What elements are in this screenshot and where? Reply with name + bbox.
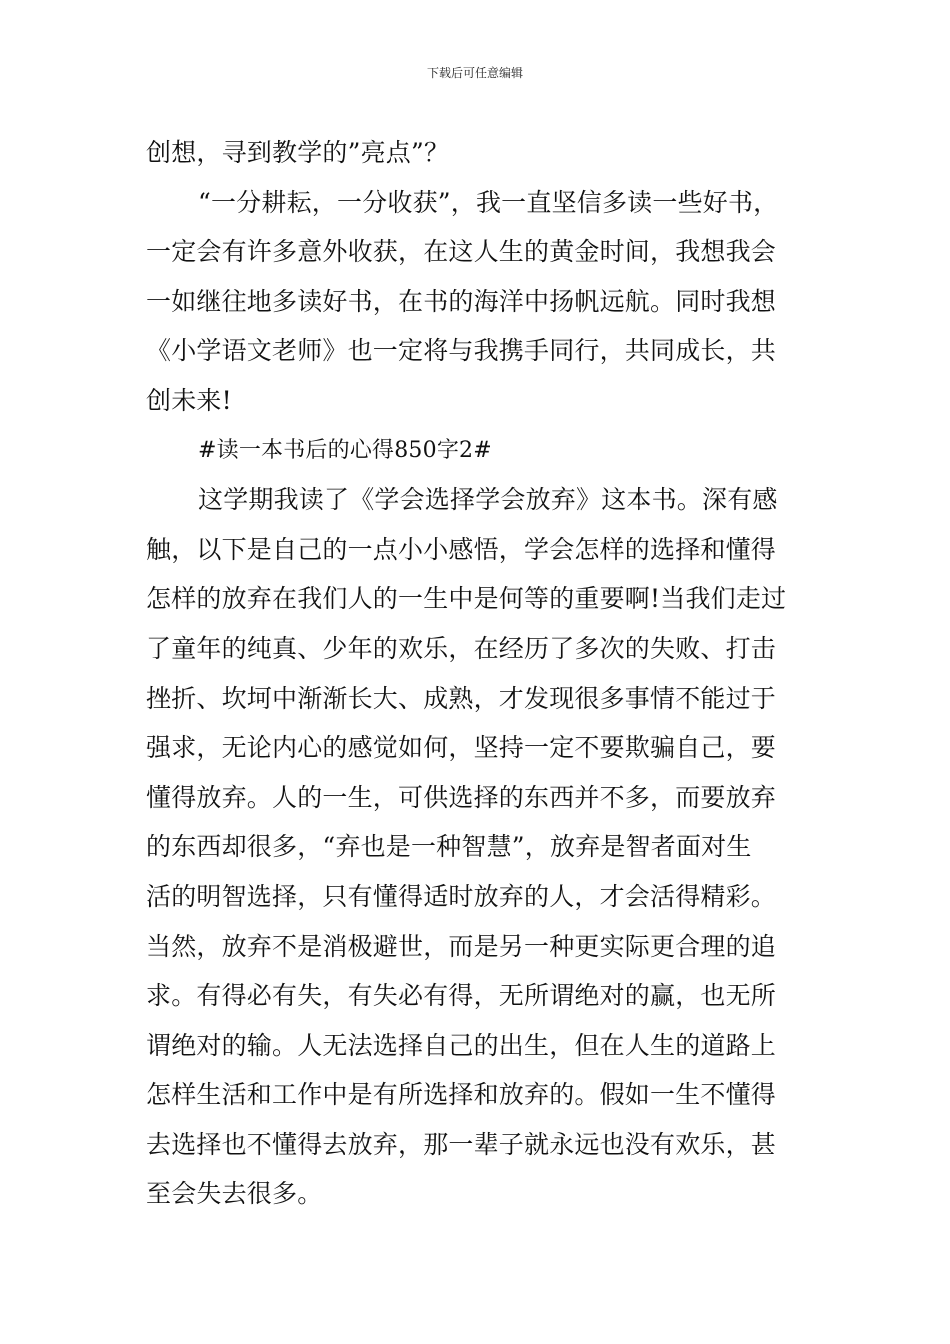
text-line: 去选择也不懂得去放弃，那一辈子就永远也没有欢乐，甚 <box>146 1129 777 1159</box>
paragraph-start: 这学期我读了《学会选择学会放弃》这本书。深有感 <box>198 485 778 515</box>
section-heading: #读一本书后的心得850字2# <box>198 437 492 463</box>
text-line: 怎样的放弃在我们人的一生中是何等的重要啊!当我们走过 <box>146 584 787 614</box>
text-line: 活的明智选择，只有懂得适时放弃的人，才会活得精彩。 <box>146 881 777 911</box>
text-line: 求。有得必有失，有失必有得，无所谓绝对的赢，也无所 <box>146 981 777 1011</box>
page-header: 下载后可任意编辑 <box>426 66 523 80</box>
text-line: 一定会有许多意外收获，在这人生的黄金时间，我想我会 <box>146 237 777 267</box>
text-line: 一如继往地多读好书，在书的海洋中扬帆远航。同时我想 <box>146 286 777 316</box>
text-line: 创想，寻到教学的”亮点”？ <box>146 138 450 167</box>
text-line: 当然，放弃不是消极避世，而是另一种更实际更合理的追 <box>146 931 777 961</box>
text-line: 触，以下是自己的一点小小感悟，学会怎样的选择和懂得 <box>146 534 777 564</box>
text-line: 强求，无论内心的感觉如何，坚持一定不要欺骗自己，要 <box>146 733 777 763</box>
paragraph-start: “一分耕耘，一分收获”，我一直坚信多读一些好书， <box>198 187 779 217</box>
text-line: 谓绝对的输。人无法选择自己的出生，但在人生的道路上 <box>146 1030 777 1060</box>
text-line: 《小学语文老师》也一定将与我携手同行，共同成长，共 <box>146 336 777 366</box>
text-line: 懂得放弃。人的一生，可供选择的东西并不多，而要放弃 <box>146 782 777 812</box>
text-line: 怎样生活和工作中是有所选择和放弃的。假如一生不懂得 <box>146 1080 777 1110</box>
text-line: 了童年的纯真、少年的欢乐，在经历了多次的失败、打击 <box>146 633 777 663</box>
text-line: 至会失去很多。 <box>146 1179 323 1209</box>
text-line: 的东西却很多，“弃也是一种智慧”，放弃是智者面对生 <box>146 832 752 862</box>
document-body <box>146 128 810 1219</box>
text-line: 创未来! <box>146 385 232 415</box>
text-line: 挫折、坎坷中渐渐长大、成熟，才发现很多事情不能过于 <box>146 683 777 713</box>
